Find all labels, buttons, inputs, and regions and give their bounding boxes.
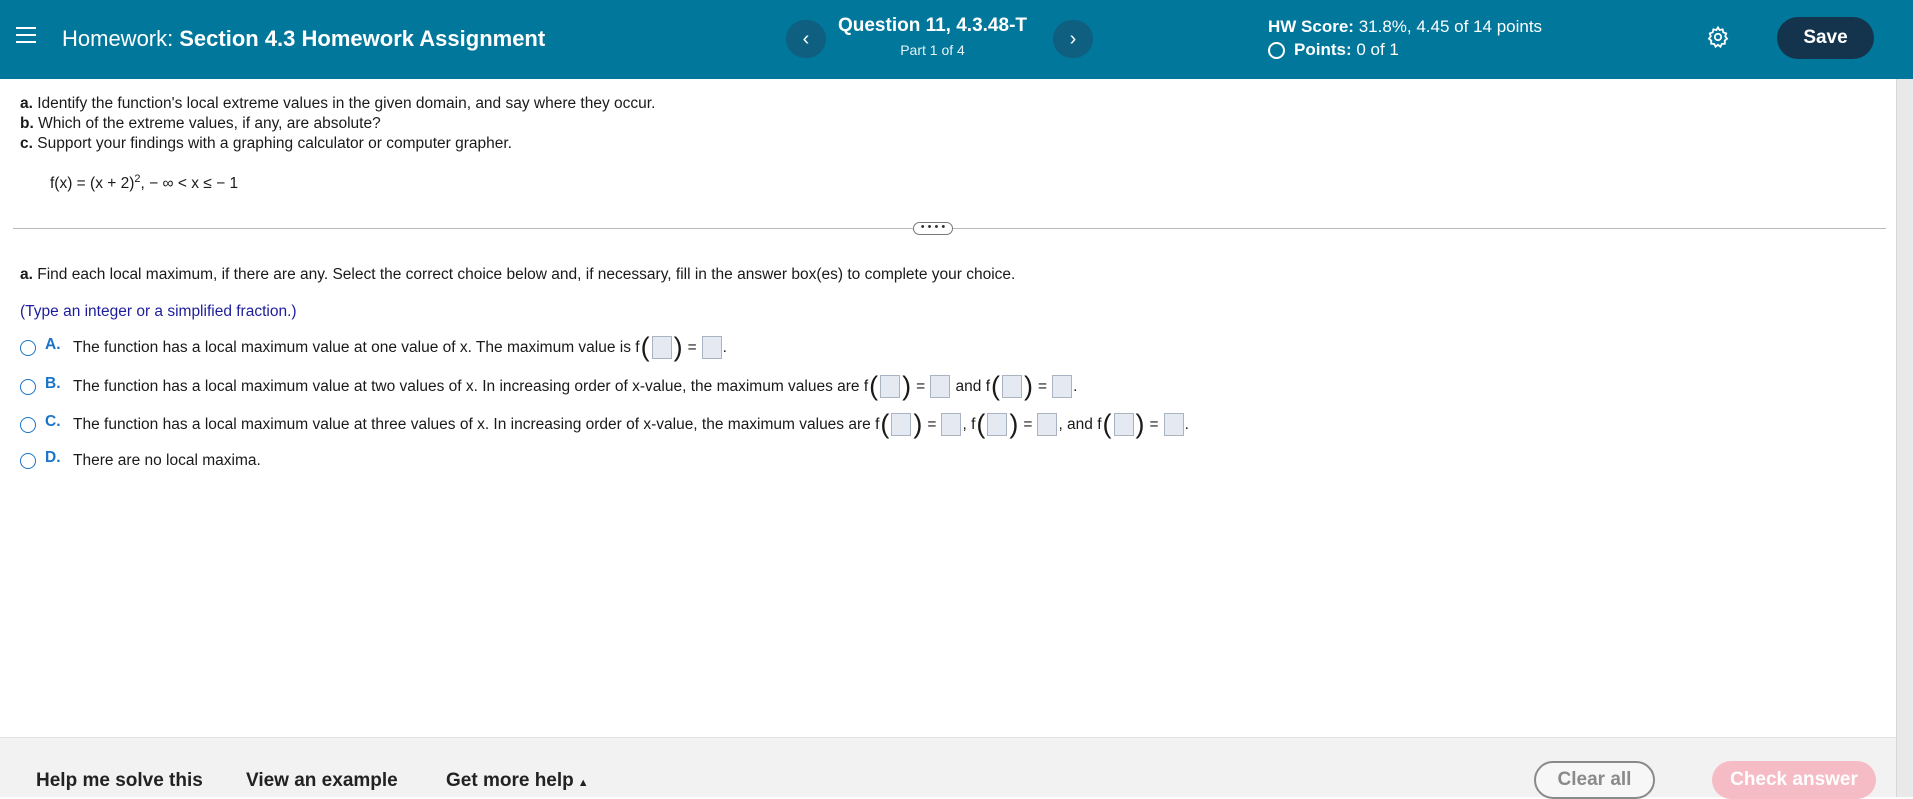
choice-d-text: There are no local maxima. [73, 452, 261, 469]
hw-score [1268, 17, 1542, 37]
period: . [722, 338, 727, 356]
equals-sign: = [1023, 415, 1033, 433]
choice-d-letter: D. [45, 449, 61, 466]
choice-b-text: The function has a local maximum value at two values of x. In increasing order of x-value, the maximum values are f [73, 377, 869, 395]
get-more-help-label: Get more help [446, 770, 574, 791]
question-title: Question 11, 4.3.48-T [837, 15, 1028, 36]
answer-box-a-x[interactable] [652, 336, 672, 359]
hw-score-value: 31.8%, 4.45 of 14 points [1358, 17, 1543, 36]
open-paren: ( [880, 408, 890, 439]
answer-box-c-x2[interactable] [987, 413, 1007, 436]
answer-hint: (Type an integer or a simplified fraction.) [20, 303, 297, 320]
period: . [1073, 377, 1078, 395]
choice-a-text: The function has a local maximum value at one value of x. The maximum value is f [73, 338, 640, 356]
answer-box-c-x3[interactable] [1114, 413, 1134, 436]
close-paren: ) [1024, 370, 1034, 401]
equals-sign: = [927, 415, 937, 433]
radio-b[interactable] [20, 379, 36, 395]
choice-a[interactable] [20, 331, 727, 362]
equals-sign: = [916, 377, 926, 395]
divider-handle[interactable]: • • • • [913, 222, 953, 235]
previous-question-button[interactable]: ‹ [786, 20, 826, 58]
answer-box-b-value2[interactable] [1052, 375, 1072, 398]
close-paren: ) [902, 370, 912, 401]
instruction-text: Find each local maximum, if there are any. Select the correct choice below and, if necessary, fill in the answer box(es) to complete your choice. [37, 266, 1016, 283]
save-button[interactable]: Save [1777, 17, 1874, 59]
close-paren: ) [913, 408, 923, 439]
instruction-label: a. [20, 266, 33, 283]
choice-b[interactable] [20, 370, 1078, 401]
clear-all-button[interactable]: Clear all [1534, 761, 1655, 799]
radio-c[interactable] [20, 417, 36, 433]
period: . [1184, 415, 1189, 433]
open-paren: ( [976, 408, 986, 439]
answer-box-b-value1[interactable] [930, 375, 950, 398]
equals-sign: = [1149, 415, 1159, 433]
radio-a[interactable] [20, 340, 36, 356]
choice-c-and: , and f [1058, 415, 1102, 433]
part-b-label: b. [20, 115, 34, 132]
answer-box-c-value2[interactable] [1037, 413, 1057, 436]
answer-box-c-x1[interactable] [891, 413, 911, 436]
choice-c-letter: C. [45, 412, 61, 430]
close-paren: ) [1135, 408, 1145, 439]
question-info [820, 15, 1045, 58]
open-paren: ( [869, 370, 879, 401]
formula-left: f(x) = (x + 2) [50, 175, 135, 193]
formula-domain: , − ∞ < x ≤ − 1 [140, 175, 239, 193]
close-paren: ) [673, 331, 683, 362]
part-b-text: Which of the extreme values, if any, are absolute? [38, 115, 381, 132]
open-paren: ( [991, 370, 1001, 401]
open-paren: ( [640, 331, 650, 362]
choice-c-text: The function has a local maximum value at three values of x. In increasing order of x-value, the maximum values are f [73, 415, 880, 433]
equals-sign: = [687, 338, 697, 356]
part-a-instruction [20, 266, 1015, 284]
answer-box-b-x1[interactable] [880, 375, 900, 398]
radio-d[interactable] [20, 453, 36, 469]
help-me-solve-link[interactable]: Help me solve this [36, 770, 203, 791]
hw-score-label: HW Score: [1268, 17, 1354, 36]
choice-c-separator: , f [962, 415, 976, 433]
get-more-help-link[interactable] [446, 770, 589, 792]
hamburger-icon[interactable] [16, 27, 36, 45]
points-circle-icon [1268, 42, 1285, 59]
choice-d[interactable] [20, 449, 261, 470]
function-formula [50, 173, 238, 193]
answer-box-b-x2[interactable] [1002, 375, 1022, 398]
points-value: 0 of 1 [1356, 40, 1399, 59]
open-paren: ( [1102, 408, 1112, 439]
question-text [20, 94, 655, 154]
scrollbar[interactable] [1896, 79, 1913, 797]
part-c-label: c. [20, 135, 33, 152]
choice-b-letter: B. [45, 374, 61, 392]
points-label: Points: [1294, 40, 1352, 59]
caret-up-icon: ▲ [577, 777, 589, 789]
homework-title [62, 26, 545, 52]
answer-box-a-value[interactable] [702, 336, 722, 359]
answer-box-c-value1[interactable] [941, 413, 961, 436]
check-answer-button[interactable]: Check answer [1712, 761, 1876, 799]
part-a-text: Identify the function's local extreme values in the given domain, and say where they occur. [37, 95, 656, 112]
view-example-link[interactable]: View an example [246, 770, 398, 791]
choice-b-and: and f [955, 377, 991, 395]
close-paren: ) [1009, 408, 1019, 439]
gear-icon[interactable] [1706, 25, 1730, 49]
answer-box-c-value3[interactable] [1164, 413, 1184, 436]
question-part: Part 1 of 4 [900, 42, 965, 58]
choice-c[interactable] [20, 408, 1189, 439]
choice-a-letter: A. [45, 335, 61, 353]
points-status [1268, 40, 1399, 60]
next-question-button[interactable]: › [1053, 20, 1093, 58]
equals-sign: = [1038, 377, 1048, 395]
part-a-label: a. [20, 95, 33, 112]
formula-exponent: 2 [134, 173, 141, 185]
homework-title-prefix: Homework: [62, 26, 174, 51]
part-c-text: Support your findings with a graphing calculator or computer grapher. [37, 135, 512, 152]
top-bar [0, 0, 1913, 79]
homework-title-name: Section 4.3 Homework Assignment [179, 26, 546, 51]
